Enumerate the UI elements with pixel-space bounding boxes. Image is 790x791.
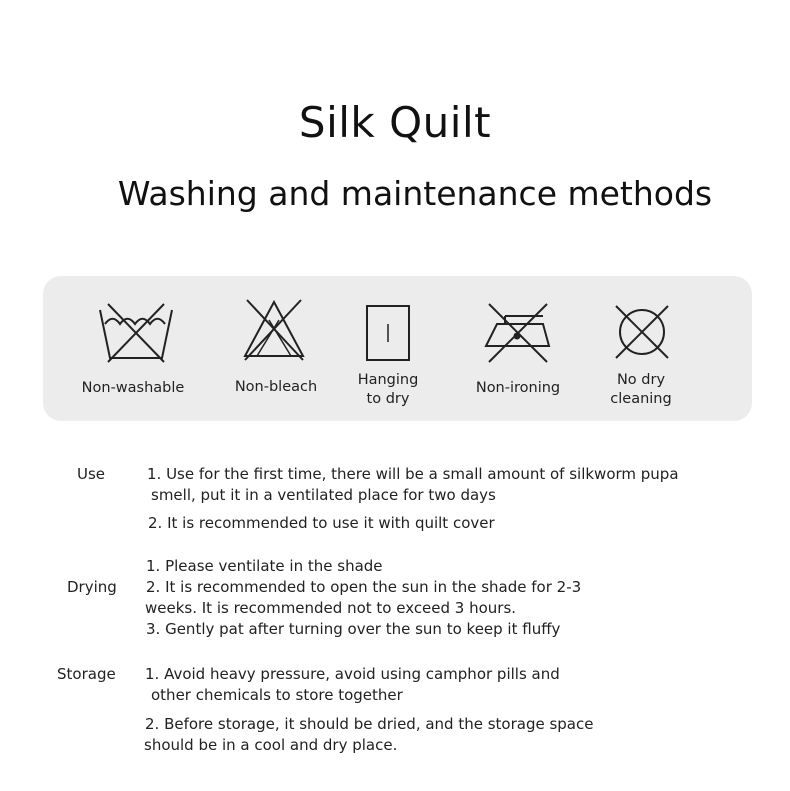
drying-line-4: 3. Gently pat after turning over the sun to keep it fluffy xyxy=(146,620,561,638)
use-line-1: 1. Use for the first time, there will be a small amount of silkworm pupa xyxy=(147,465,679,483)
section-label-use: Use xyxy=(77,465,106,483)
no-dry-cleaning-icon xyxy=(612,302,672,362)
care-item-non-washable xyxy=(68,276,198,421)
care-icons-panel xyxy=(43,276,752,421)
section-label-drying: Drying xyxy=(67,578,117,596)
care-label-non-washable: Non-washable xyxy=(81,380,185,396)
care-label-hanging-dry-line-2: to dry xyxy=(366,391,410,407)
drying-line-1: 1. Please ventilate in the shade xyxy=(146,557,383,575)
care-label-no-dry-cleaning xyxy=(576,371,706,409)
care-item-no-dry-cleaning xyxy=(576,276,706,421)
care-label-hanging-dry xyxy=(323,371,453,409)
storage-line-4: should be in a cool and dry place. xyxy=(144,736,398,754)
hanging-dry-icon xyxy=(365,304,411,362)
non-bleach-icon xyxy=(241,298,307,362)
non-ironing-icon xyxy=(483,302,553,366)
page-subtitle: Washing and maintenance methods xyxy=(117,174,713,213)
page-title: Silk Quilt xyxy=(298,98,492,147)
care-label-no-dry-cleaning-line-2: cleaning xyxy=(610,391,672,407)
care-label-non-bleach: Non-bleach xyxy=(234,379,318,395)
use-line-2: smell, put it in a ventilated place for two days xyxy=(151,486,496,504)
storage-line-1: 1. Avoid heavy pressure, avoid using camphor pills and xyxy=(145,665,560,683)
care-item-non-bleach xyxy=(211,276,341,421)
non-washable-icon xyxy=(96,302,176,366)
storage-line-3: 2. Before storage, it should be dried, and the storage space xyxy=(145,715,594,733)
storage-line-2: other chemicals to store together xyxy=(151,686,403,704)
care-item-hanging-dry xyxy=(323,276,453,421)
care-label-no-dry-cleaning-line-1: No dry xyxy=(616,372,666,388)
drying-line-3: weeks. It is recommended not to exceed 3 hours. xyxy=(145,599,517,617)
care-item-non-ironing xyxy=(453,276,583,421)
section-label-storage: Storage xyxy=(57,665,116,683)
care-label-non-ironing: Non-ironing xyxy=(475,380,561,396)
use-line-3: 2. It is recommended to use it with quilt cover xyxy=(148,514,495,532)
drying-line-2: 2. It is recommended to open the sun in the shade for 2-3 xyxy=(146,578,582,596)
care-label-hanging-dry-line-1: Hanging xyxy=(357,372,419,388)
